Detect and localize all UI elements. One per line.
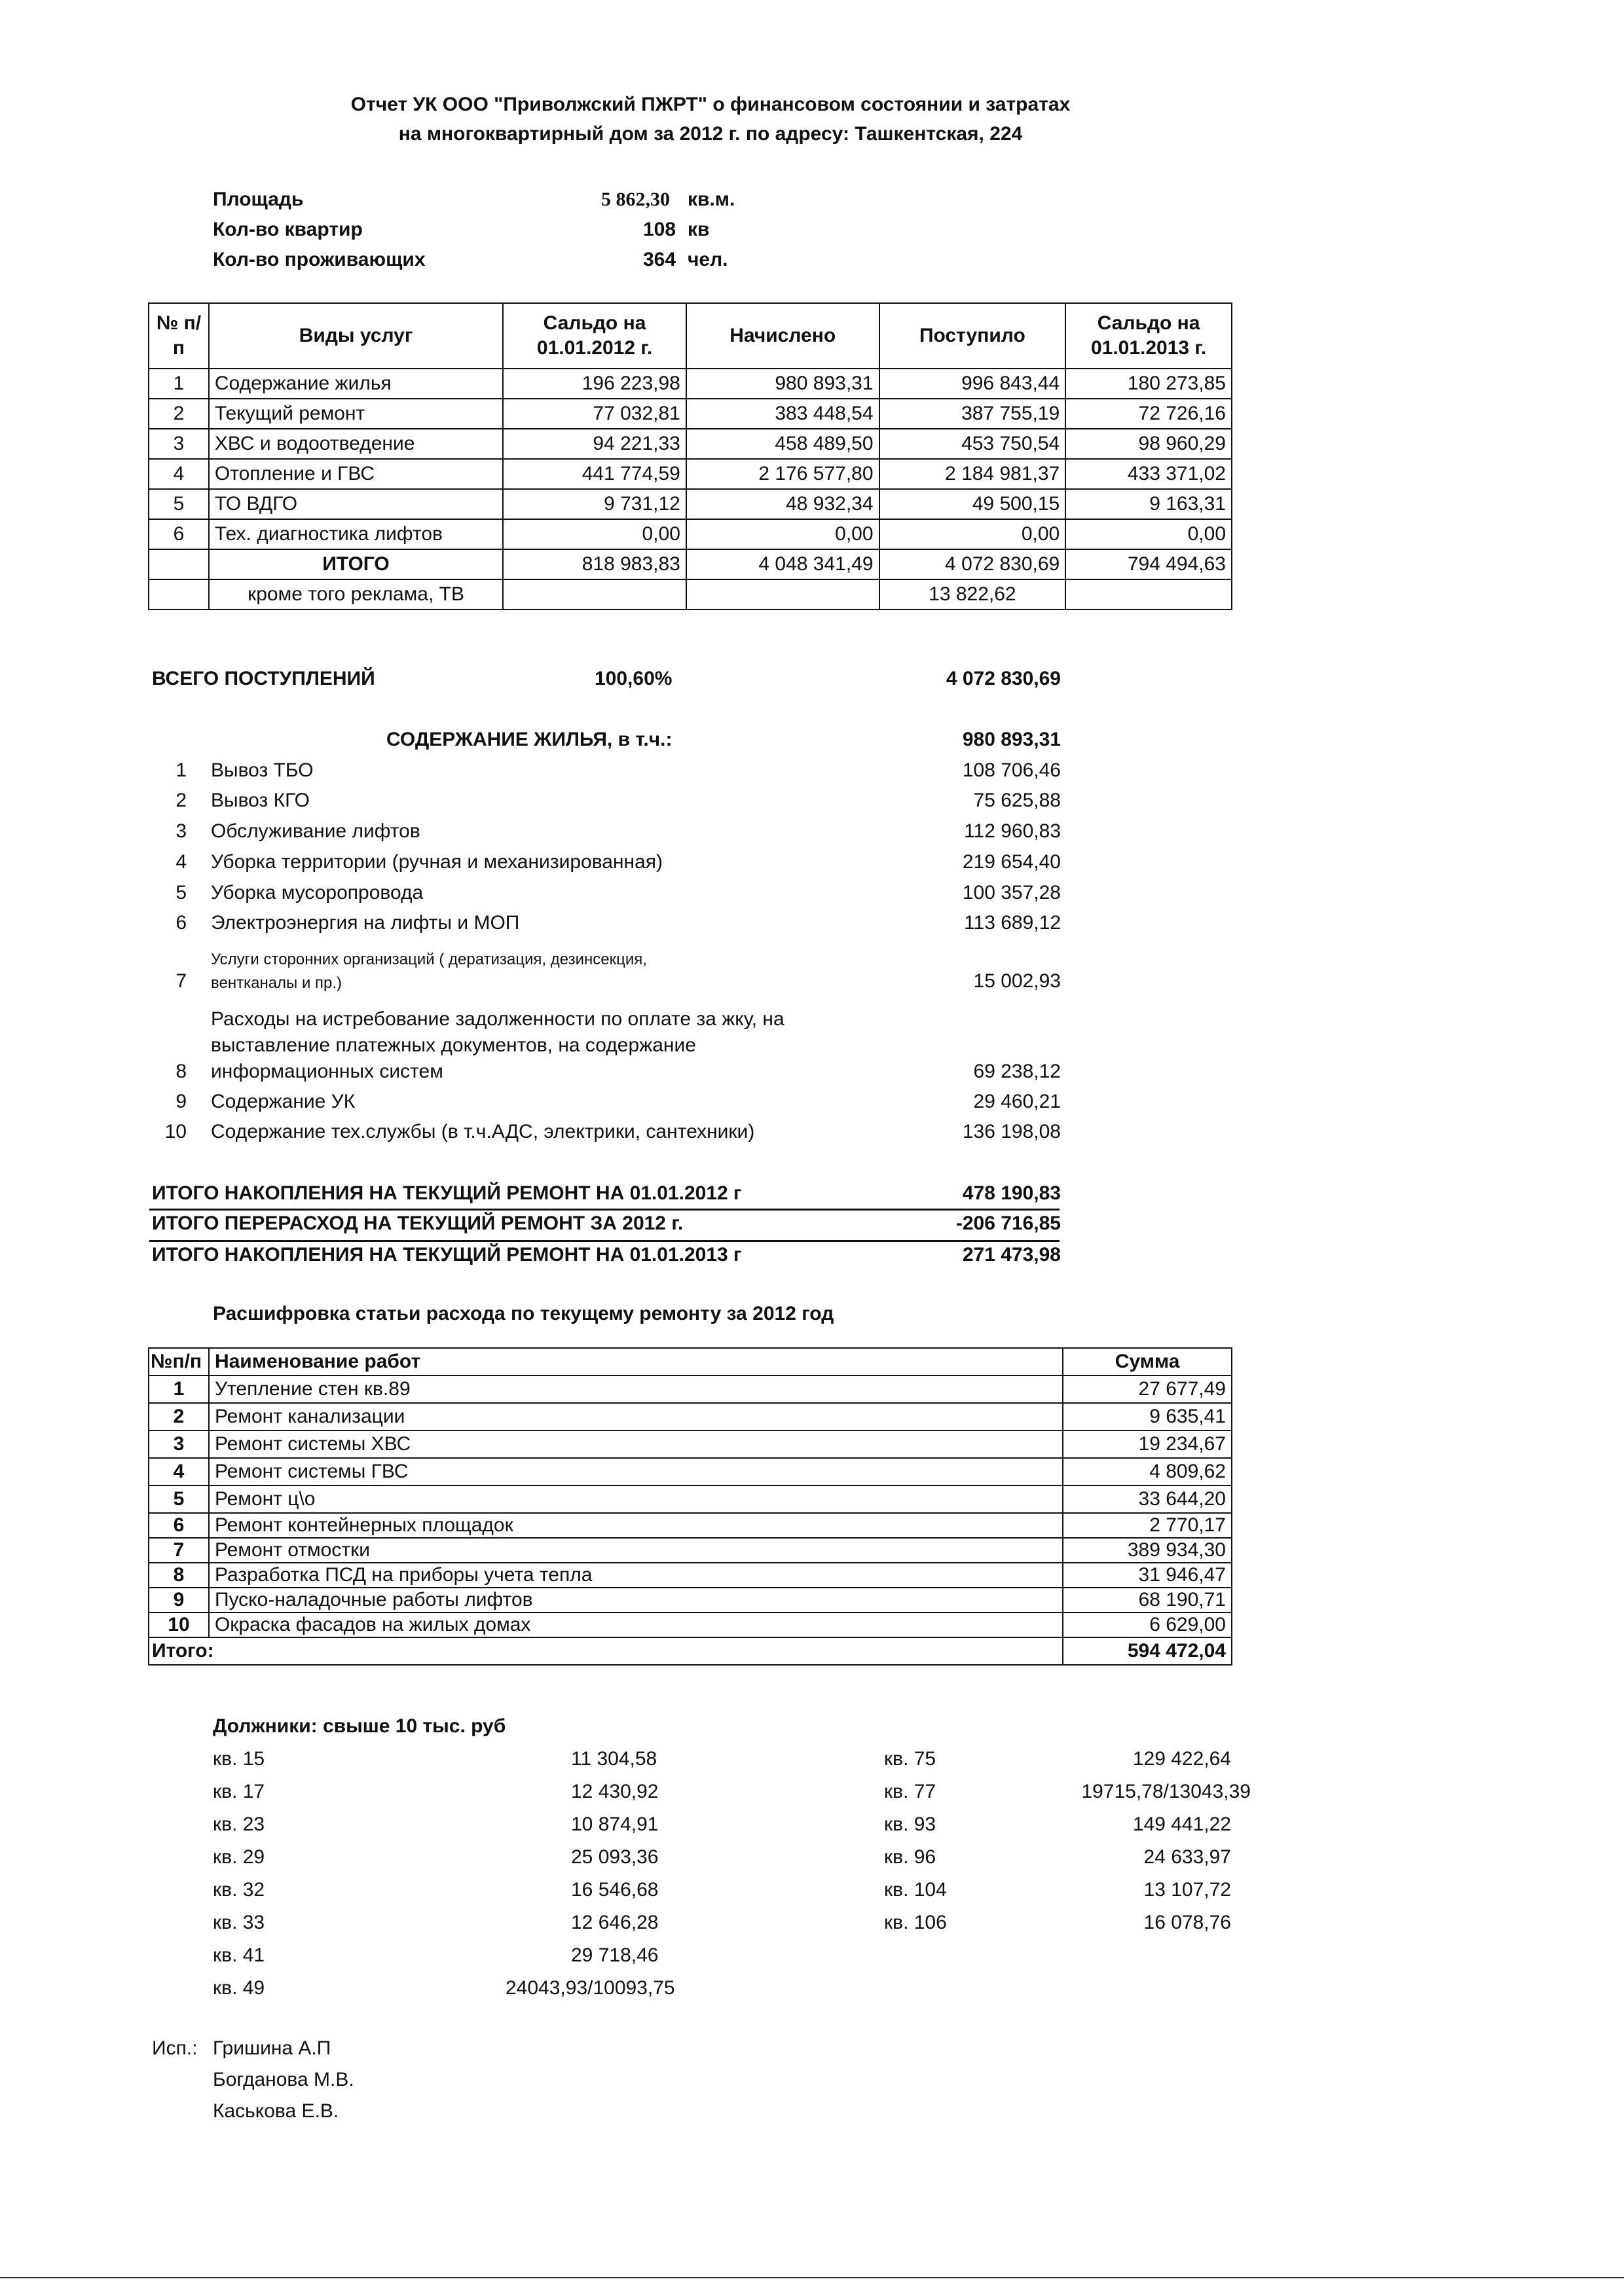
debtor-apartment: кв. 106 bbox=[884, 1912, 947, 1933]
row-service: Содержание жилья bbox=[209, 369, 503, 399]
row-work: Окраска фасадов на жилых домах bbox=[209, 1613, 1063, 1637]
row-service: Текущий ремонт bbox=[209, 399, 503, 429]
info-label-apartments: Кол-во квартир bbox=[213, 219, 363, 240]
item-value: 75 625,88 bbox=[973, 790, 1061, 811]
item-num: 3 bbox=[175, 820, 187, 842]
summary-value: 271 473,98 bbox=[962, 1244, 1061, 1266]
header-saldo-end: Сальдо на 01.01.2013 г. bbox=[1065, 303, 1232, 369]
debtor-amount: 24 633,97 bbox=[1143, 1846, 1231, 1868]
row-service: ТО ВДГО bbox=[209, 489, 503, 519]
row-num: 4 bbox=[149, 1458, 209, 1485]
debtor-apartment: кв. 96 bbox=[884, 1846, 936, 1868]
table-row bbox=[149, 1458, 1232, 1485]
summary-value: -206 716,85 bbox=[955, 1212, 1061, 1234]
debtor-apartment: кв. 41 bbox=[213, 1944, 265, 1966]
row-work: Ремонт системы ХВС bbox=[209, 1430, 1063, 1458]
row-sum: 4 809,62 bbox=[1063, 1458, 1232, 1485]
repair-table-title: Расшифровка статьи расхода по текущему ремонту за 2012 год bbox=[213, 1303, 834, 1324]
row-work: Ремонт контейнерных площадок bbox=[209, 1513, 1063, 1538]
row-num: 6 bbox=[149, 1513, 209, 1538]
summary-label: ИТОГО ПЕРЕРАСХОД НА ТЕКУЩИЙ РЕМОНТ ЗА 2012 г. bbox=[152, 1212, 684, 1234]
row-num: 9 bbox=[149, 1588, 209, 1613]
row-charged: 2 176 577,80 bbox=[686, 459, 879, 489]
row-num: 2 bbox=[149, 399, 209, 429]
row-received: 453 750,54 bbox=[879, 429, 1066, 459]
row-num: 10 bbox=[149, 1613, 209, 1637]
item-num: 9 bbox=[175, 1091, 187, 1112]
item-num: 10 bbox=[164, 1121, 187, 1142]
item-value: 100 357,28 bbox=[962, 882, 1061, 903]
info-value-apartments: 108 bbox=[643, 219, 676, 240]
row-num: 2 bbox=[149, 1403, 209, 1430]
row-received: 49 500,15 bbox=[879, 489, 1066, 519]
item-name: Уборка мусоропровода bbox=[211, 882, 424, 903]
summary-label: ИТОГО НАКОПЛЕНИЯ НА ТЕКУЩИЙ РЕМОНТ НА 01.01.2012 г bbox=[152, 1182, 742, 1204]
item-num: 7 bbox=[175, 970, 187, 992]
table-row bbox=[149, 459, 1232, 489]
services-extra-row bbox=[149, 579, 1232, 610]
debtor-apartment: кв. 93 bbox=[884, 1813, 936, 1835]
debtor-apartment: кв. 33 bbox=[213, 1912, 265, 1933]
item-name-cont: выставление платежных документов, на содержание bbox=[211, 1034, 696, 1056]
item-name: Содержание тех.службы (в т.ч.АДС, электрики, сантехники) bbox=[211, 1121, 755, 1142]
header-num: №п/п bbox=[149, 1348, 209, 1376]
info-unit-area: кв.м. bbox=[688, 189, 735, 210]
services-header-row bbox=[149, 303, 1232, 369]
row-saldo-start: 0,00 bbox=[503, 519, 686, 549]
item-num: 6 bbox=[175, 912, 187, 934]
info-label-residents: Кол-во проживающих bbox=[213, 249, 426, 270]
row-work: Ремонт ц\о bbox=[209, 1485, 1063, 1513]
row-work: Разработка ПСД на приборы учета тепла bbox=[209, 1563, 1063, 1588]
debtor-apartment: кв. 77 bbox=[884, 1781, 936, 1802]
row-num: 8 bbox=[149, 1563, 209, 1588]
row-num: 4 bbox=[149, 459, 209, 489]
debtor-amount: 16 546,68 bbox=[571, 1879, 659, 1901]
item-value: 219 654,40 bbox=[962, 851, 1061, 873]
extra-received: 13 822,62 bbox=[879, 579, 1066, 610]
executor-name: Каськова Е.В. bbox=[213, 2100, 339, 2122]
header-charged: Начислено bbox=[686, 303, 879, 369]
table-row bbox=[149, 399, 1232, 429]
row-charged: 48 932,34 bbox=[686, 489, 879, 519]
repair-total-row bbox=[149, 1637, 1232, 1665]
table-row bbox=[149, 519, 1232, 549]
maintenance-title: СОДЕРЖАНИЕ ЖИЛЬЯ, в т.ч.: bbox=[386, 729, 673, 750]
item-name-cont: информационных систем bbox=[211, 1061, 443, 1082]
row-saldo-end: 9 163,31 bbox=[1065, 489, 1232, 519]
row-num: 1 bbox=[149, 369, 209, 399]
table-row bbox=[149, 1613, 1232, 1637]
row-num: 5 bbox=[149, 489, 209, 519]
row-charged: 458 489,50 bbox=[686, 429, 879, 459]
item-value: 112 960,83 bbox=[964, 820, 1061, 842]
row-saldo-end: 433 371,02 bbox=[1065, 459, 1232, 489]
item-name: Расходы на истребование задолженности по оплате за жку, на bbox=[211, 1008, 784, 1030]
header-num: № п/п bbox=[149, 303, 209, 369]
header-sum: Сумма bbox=[1063, 1348, 1232, 1376]
row-charged: 383 448,54 bbox=[686, 399, 879, 429]
debtor-amount: 19715,78/13043,39 bbox=[1081, 1781, 1251, 1802]
info-label-area: Площадь bbox=[213, 189, 304, 210]
receipts-label: ВСЕГО ПОСТУПЛЕНИЙ bbox=[152, 668, 375, 689]
row-sum: 27 677,49 bbox=[1063, 1376, 1232, 1403]
summary-value: 478 190,83 bbox=[962, 1182, 1061, 1204]
executor-name: Гришина А.П bbox=[213, 2037, 331, 2059]
debtor-apartment: кв. 49 bbox=[213, 1977, 265, 1999]
row-num: 7 bbox=[149, 1538, 209, 1563]
row-service: ХВС и водоотведение bbox=[209, 429, 503, 459]
report-title-line2: на многоквартирный дом за 2012 г. по адресу: Ташкентская, 224 bbox=[398, 123, 1023, 145]
row-saldo-start: 441 774,59 bbox=[503, 459, 686, 489]
table-row bbox=[149, 369, 1232, 399]
repair-header-row bbox=[149, 1348, 1232, 1376]
receipts-value: 4 072 830,69 bbox=[946, 668, 1061, 689]
services-total-row bbox=[149, 549, 1232, 579]
row-service: Тех. диагностика лифтов bbox=[209, 519, 503, 549]
row-work: Пуско-наладочные работы лифтов bbox=[209, 1588, 1063, 1613]
row-work: Ремонт канализации bbox=[209, 1403, 1063, 1430]
row-saldo-start: 196 223,98 bbox=[503, 369, 686, 399]
receipts-percent: 100,60% bbox=[595, 668, 673, 689]
table-row bbox=[149, 1563, 1232, 1588]
debtor-apartment: кв. 104 bbox=[884, 1879, 947, 1901]
summary-label: ИТОГО НАКОПЛЕНИЯ НА ТЕКУЩИЙ РЕМОНТ НА 01.01.2013 г bbox=[152, 1244, 742, 1266]
debtor-apartment: кв. 75 bbox=[884, 1748, 936, 1770]
total-sum: 594 472,04 bbox=[1063, 1637, 1232, 1665]
row-saldo-start: 77 032,81 bbox=[503, 399, 686, 429]
debtor-amount: 12 646,28 bbox=[571, 1912, 659, 1933]
item-num: 8 bbox=[175, 1061, 187, 1082]
item-value: 108 706,46 bbox=[962, 759, 1061, 781]
item-value: 136 198,08 bbox=[962, 1121, 1061, 1142]
item-num: 5 bbox=[175, 882, 187, 903]
item-name: Уборка территории (ручная и механизированная) bbox=[211, 851, 663, 873]
row-sum: 68 190,71 bbox=[1063, 1588, 1232, 1613]
debtor-amount: 11 304,58 bbox=[571, 1748, 657, 1770]
debtor-amount: 12 430,92 bbox=[571, 1781, 659, 1802]
repair-table bbox=[148, 1347, 1232, 1666]
debtor-amount: 29 718,46 bbox=[571, 1944, 659, 1966]
info-unit-apartments: кв bbox=[688, 219, 710, 240]
scan-edge-line bbox=[0, 2277, 1624, 2278]
table-row bbox=[149, 1376, 1232, 1403]
item-name-cont: вентканалы и пр.) bbox=[211, 974, 342, 992]
total-received: 4 072 830,69 bbox=[879, 549, 1066, 579]
row-num: 6 bbox=[149, 519, 209, 549]
row-saldo-start: 9 731,12 bbox=[503, 489, 686, 519]
row-sum: 6 629,00 bbox=[1063, 1613, 1232, 1637]
report-title-line1: Отчет УК ООО "Приволжский ПЖРТ" о финансовом состоянии и затратах bbox=[350, 94, 1071, 115]
row-sum: 2 770,17 bbox=[1063, 1513, 1232, 1538]
debtor-apartment: кв. 15 bbox=[213, 1748, 265, 1770]
row-num: 3 bbox=[149, 429, 209, 459]
extra-label: кроме того реклама, ТВ bbox=[209, 579, 503, 610]
debtor-amount: 24043,93/10093,75 bbox=[506, 1977, 675, 1999]
row-received: 2 184 981,37 bbox=[879, 459, 1066, 489]
table-row bbox=[149, 489, 1232, 519]
item-name: Электроэнергия на лифты и МОП bbox=[211, 912, 520, 934]
item-name: Вывоз КГО bbox=[211, 790, 310, 811]
table-row bbox=[149, 1588, 1232, 1613]
row-saldo-start: 94 221,33 bbox=[503, 429, 686, 459]
total-charged: 4 048 341,49 bbox=[686, 549, 879, 579]
header-received: Поступило bbox=[879, 303, 1066, 369]
executor-name: Богданова М.В. bbox=[213, 2069, 354, 2090]
item-name: Вывоз ТБО bbox=[211, 759, 314, 781]
item-num: 2 bbox=[175, 790, 187, 811]
row-sum: 389 934,30 bbox=[1063, 1538, 1232, 1563]
table-row bbox=[149, 1403, 1232, 1430]
row-service: Отопление и ГВС bbox=[209, 459, 503, 489]
debtor-amount: 129 422,64 bbox=[1132, 1748, 1231, 1770]
item-num: 1 bbox=[175, 759, 187, 781]
debtors-title: Должники: свыше 10 тыс. руб bbox=[213, 1715, 506, 1737]
item-value: 113 689,12 bbox=[964, 912, 1061, 934]
info-value-area: 5 862,30 bbox=[601, 189, 670, 210]
services-table bbox=[148, 302, 1232, 610]
total-saldo-start: 818 983,83 bbox=[503, 549, 686, 579]
table-row bbox=[149, 1513, 1232, 1538]
total-label: Итого: bbox=[149, 1637, 1063, 1665]
row-received: 387 755,19 bbox=[879, 399, 1066, 429]
item-name: Услуги сторонних организаций ( дератизация, дезинсекция, bbox=[211, 951, 647, 968]
debtor-amount: 149 441,22 bbox=[1132, 1813, 1231, 1835]
item-value: 29 460,21 bbox=[973, 1091, 1061, 1112]
row-work: Утепление стен кв.89 bbox=[209, 1376, 1063, 1403]
debtor-apartment: кв. 29 bbox=[213, 1846, 265, 1868]
debtor-amount: 13 107,72 bbox=[1143, 1879, 1231, 1901]
info-value-residents: 364 bbox=[643, 249, 676, 270]
table-row bbox=[149, 1485, 1232, 1513]
row-work: Ремонт отмостки bbox=[209, 1538, 1063, 1563]
item-value: 15 002,93 bbox=[973, 970, 1061, 992]
row-work: Ремонт системы ГВС bbox=[209, 1458, 1063, 1485]
row-received: 0,00 bbox=[879, 519, 1066, 549]
row-saldo-end: 0,00 bbox=[1065, 519, 1232, 549]
item-value: 69 238,12 bbox=[973, 1061, 1061, 1082]
summary-divider bbox=[149, 1209, 1060, 1211]
debtor-apartment: кв. 23 bbox=[213, 1813, 265, 1835]
item-name: Содержание УК bbox=[211, 1091, 356, 1112]
row-charged: 980 893,31 bbox=[686, 369, 879, 399]
header-service: Виды услуг bbox=[209, 303, 503, 369]
row-saldo-end: 98 960,29 bbox=[1065, 429, 1232, 459]
total-saldo-end: 794 494,63 bbox=[1065, 549, 1232, 579]
row-saldo-end: 180 273,85 bbox=[1065, 369, 1232, 399]
table-row bbox=[149, 1538, 1232, 1563]
total-label: ИТОГО bbox=[209, 549, 503, 579]
row-num: 5 bbox=[149, 1485, 209, 1513]
table-row bbox=[149, 1430, 1232, 1458]
header-work: Наименование работ bbox=[209, 1348, 1063, 1376]
row-sum: 9 635,41 bbox=[1063, 1403, 1232, 1430]
row-charged: 0,00 bbox=[686, 519, 879, 549]
row-received: 996 843,44 bbox=[879, 369, 1066, 399]
item-num: 4 bbox=[175, 851, 187, 873]
debtor-amount: 16 078,76 bbox=[1143, 1912, 1231, 1933]
debtor-apartment: кв. 17 bbox=[213, 1781, 265, 1802]
row-num: 1 bbox=[149, 1376, 209, 1403]
header-saldo-start: Сальдо на 01.01.2012 г. bbox=[503, 303, 686, 369]
row-sum: 19 234,67 bbox=[1063, 1430, 1232, 1458]
executors-label: Исп.: bbox=[152, 2037, 198, 2059]
debtor-amount: 10 874,91 bbox=[571, 1813, 659, 1835]
debtor-amount: 25 093,36 bbox=[571, 1846, 659, 1868]
row-num: 3 bbox=[149, 1430, 209, 1458]
row-sum: 33 644,20 bbox=[1063, 1485, 1232, 1513]
row-sum: 31 946,47 bbox=[1063, 1563, 1232, 1588]
summary-divider bbox=[149, 1240, 1060, 1242]
table-row bbox=[149, 429, 1232, 459]
item-name: Обслуживание лифтов bbox=[211, 820, 420, 842]
maintenance-total: 980 893,31 bbox=[962, 729, 1061, 750]
info-unit-residents: чел. bbox=[688, 249, 728, 270]
row-saldo-end: 72 726,16 bbox=[1065, 399, 1232, 429]
debtor-apartment: кв. 32 bbox=[213, 1879, 265, 1901]
